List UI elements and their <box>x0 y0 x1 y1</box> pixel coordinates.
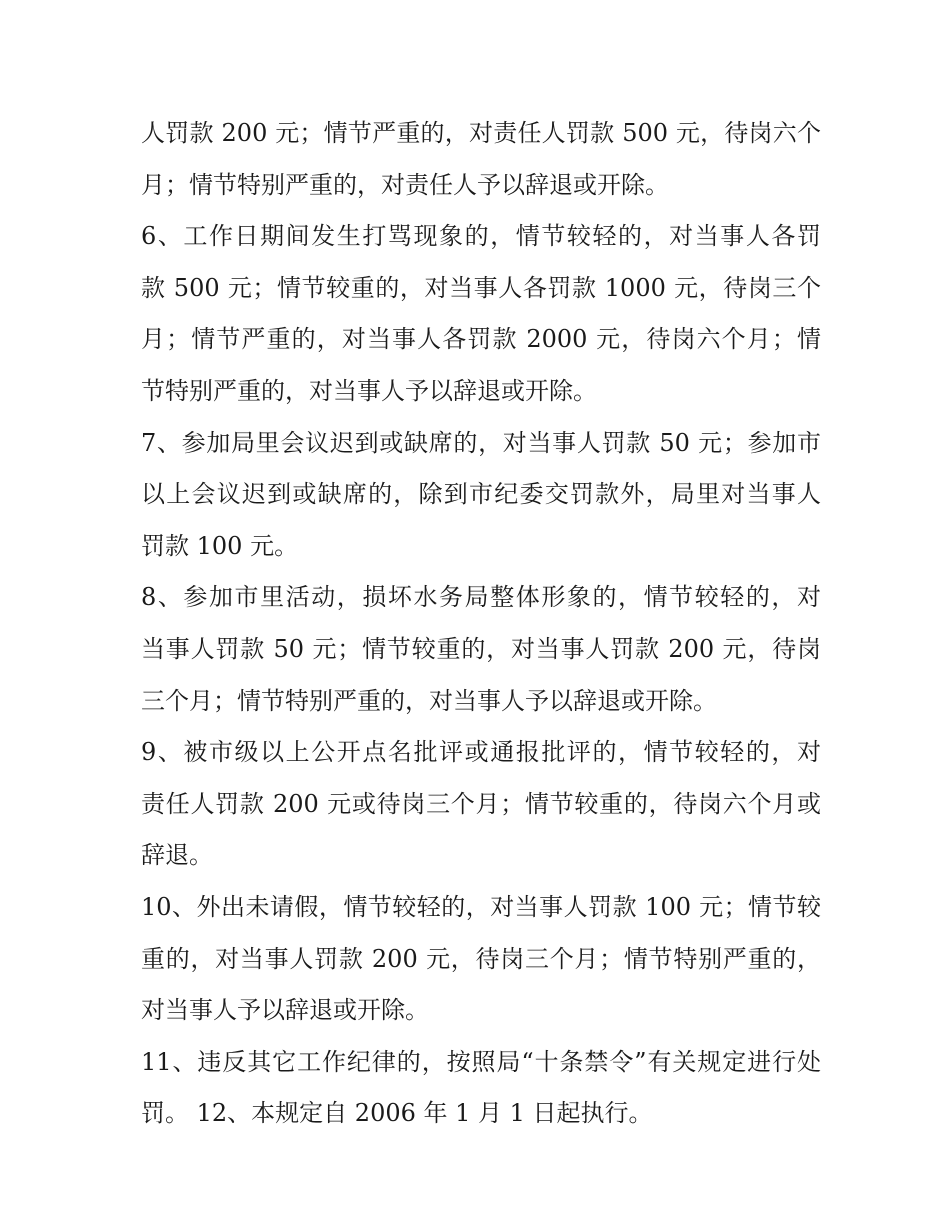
text-line: 9、被市级以上公开点名批评或通报批评的，情节较轻的，对 <box>141 738 821 767</box>
text-line: 6、工作日期间发生打骂现象的，情节较轻的，对当事人各罚 <box>141 222 821 251</box>
text-line: 10、外出未请假，情节较轻的，对当事人罚款 100 元；情节较 <box>141 892 821 921</box>
text-line: 以上会议迟到或缺席的，除到市纪委交罚款外，局里对当事人 <box>141 480 821 509</box>
text-line: 重的，对当事人罚款 200 元，待岗三个月；情节特别严重的， <box>141 944 821 973</box>
text-line: 7、参加局里会议迟到或缺席的，对当事人罚款 50 元；参加市 <box>141 428 821 457</box>
text-line: 款 500 元；情节较重的，对当事人各罚款 1000 元，待岗三个 <box>141 273 821 302</box>
document-body <box>141 108 821 1140</box>
text-line: 月；情节严重的，对当事人各罚款 2000 元，待岗六个月；情 <box>141 325 821 354</box>
text-line: 罚款 100 元。 <box>141 531 299 560</box>
text-line: 当事人罚款 50 元；情节较重的，对当事人罚款 200 元，待岗 <box>141 634 821 663</box>
text-line: 人罚款 200 元；情节严重的，对责任人罚款 500 元，待岗六个 <box>141 119 821 147</box>
text-line: 8、参加市里活动，损坏水务局整体形象的，情节较轻的，对 <box>141 583 821 612</box>
text-line: 月；情节特别严重的，对责任人予以辞退或开除。 <box>141 170 669 199</box>
text-line: 对当事人予以辞退或开除。 <box>141 996 429 1025</box>
text-line: 辞退。 <box>141 841 213 870</box>
text-line: 11、违反其它工作纪律的，按照局“十条禁令”有关规定进行处 <box>141 1047 821 1076</box>
text-line: 罚。 12、本规定自 2006 年 1 月 1 日起执行。 <box>141 1099 653 1128</box>
text-line: 责任人罚款 200 元或待岗三个月；情节较重的，待岗六个月或 <box>141 789 821 818</box>
text-line: 三个月；情节特别严重的，对当事人予以辞退或开除。 <box>141 686 717 715</box>
text-line: 节特别严重的，对当事人予以辞退或开除。 <box>141 376 597 405</box>
